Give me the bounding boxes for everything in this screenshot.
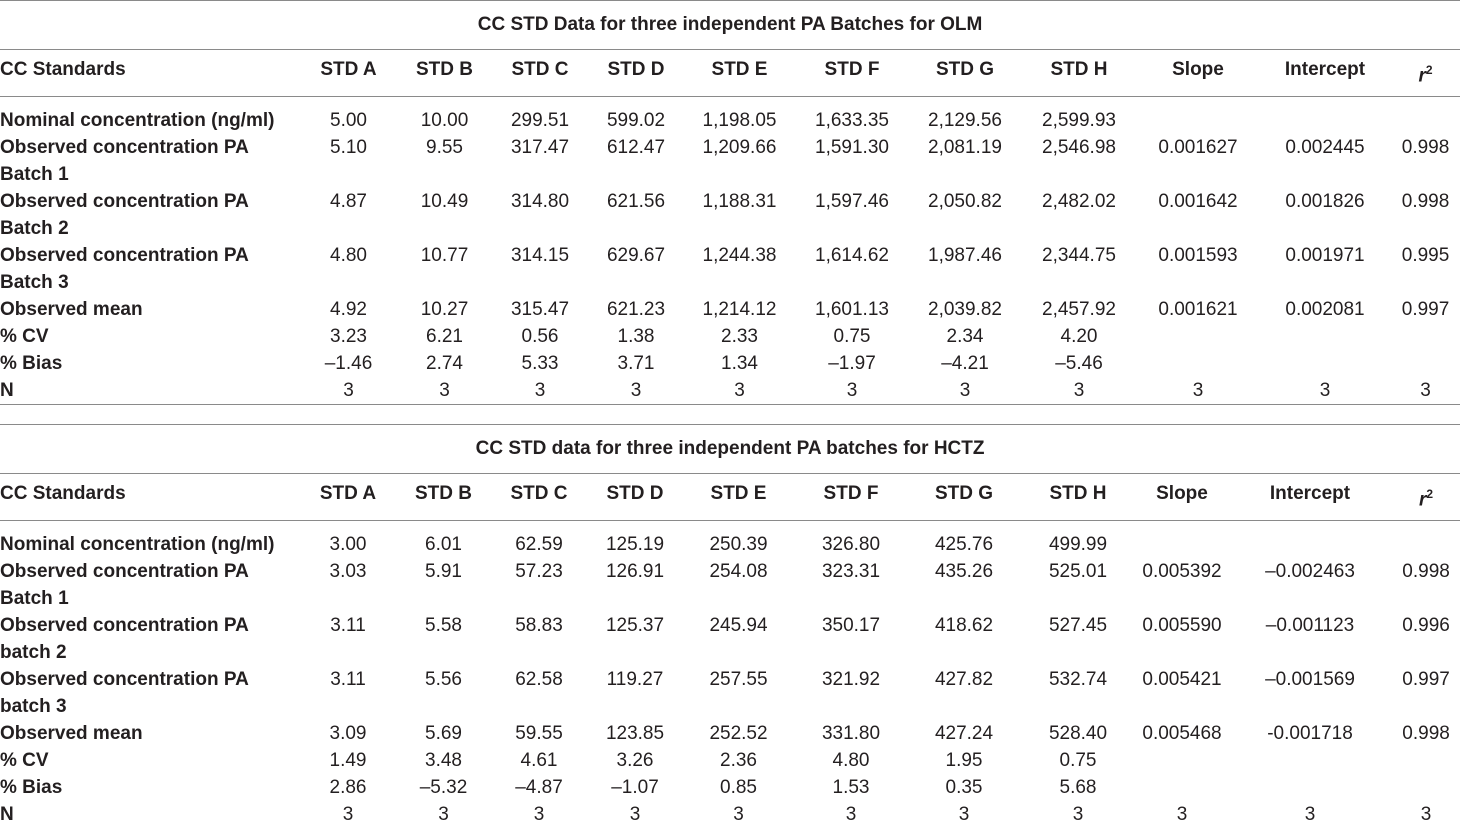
- table-cell: 126.91: [605, 561, 665, 583]
- table-cell: 0.75: [833, 326, 871, 348]
- table-cell: 257.55: [709, 669, 768, 691]
- table-cell: 0.998: [1401, 191, 1450, 213]
- row-label: Nominal concentration (ng/ml): [0, 110, 275, 132]
- table-row: [0, 558, 1460, 612]
- table-cell: –5.32: [419, 777, 468, 799]
- row-label: % CV: [0, 750, 49, 772]
- table-cell: 3: [1176, 804, 1188, 826]
- column-header: STD F: [795, 50, 909, 97]
- table-cell: –4.87: [515, 777, 563, 799]
- row-label: Observed concentration PA batch 2: [0, 615, 249, 664]
- table-cell: 119.27: [606, 669, 664, 691]
- table-cell: 0.996: [1402, 615, 1450, 637]
- table-title: CC STD data for three independent PA batches for HCTZ: [0, 425, 1460, 474]
- table-cell: 612.47: [606, 137, 666, 159]
- table-cell: 250.39: [709, 534, 768, 556]
- table-cell: 0.75: [1059, 750, 1097, 772]
- table-cell: –0.001123: [1265, 615, 1355, 637]
- table-cell: 1,987.46: [928, 245, 1002, 267]
- table-cell: 315.47: [510, 299, 570, 321]
- table-cell: 621.23: [606, 299, 666, 321]
- table-cell: 3.11: [330, 669, 366, 691]
- table-cell: 525.01: [1048, 561, 1108, 583]
- column-header: Intercept: [1228, 474, 1392, 521]
- table-cell: 4.87: [330, 191, 367, 213]
- table-cell: 125.37: [605, 615, 665, 637]
- table-row: [0, 97, 1460, 135]
- table-cell: [1228, 521, 1392, 559]
- table-cell: -0.001718: [1267, 723, 1353, 745]
- table-cell: 2,546.98: [1042, 137, 1116, 159]
- table-cell: 3: [300, 377, 397, 405]
- table-cell: 3: [438, 804, 449, 826]
- table-cell: –0.001569: [1265, 669, 1355, 691]
- table-cell: 314.80: [510, 191, 570, 213]
- table-cell: 3: [1259, 377, 1391, 405]
- table-cell: 350.17: [821, 615, 881, 637]
- table-cell: 2,599.93: [1042, 110, 1116, 132]
- table-cell: 59.55: [515, 723, 563, 745]
- table-cell: 1,597.46: [815, 191, 889, 213]
- table-cell: 254.08: [709, 561, 768, 583]
- table-cell: 4.80: [832, 750, 870, 772]
- table-row: [0, 323, 1460, 350]
- table-cell: 3: [958, 804, 970, 826]
- table-cell: 3.11: [330, 615, 366, 637]
- table-row: [0, 720, 1460, 747]
- table-cell: 599.02: [606, 110, 666, 132]
- column-header: STD A: [300, 50, 397, 97]
- table-cell: 0.995: [1401, 245, 1450, 267]
- column-header: STD H: [1021, 50, 1137, 97]
- table-cell: 435.26: [934, 561, 994, 583]
- table-cell: 0.001621: [1158, 299, 1238, 321]
- table-cell: 5.56: [425, 669, 462, 691]
- table-cell: [1137, 97, 1259, 135]
- table-cell: 4.20: [1060, 326, 1098, 348]
- table-cell: 4.80: [330, 245, 367, 267]
- row-label: % Bias: [0, 353, 63, 375]
- table-cell: 0.997: [1402, 669, 1450, 691]
- table-cell: 2.74: [426, 353, 463, 375]
- column-header: STD D: [588, 50, 684, 97]
- hctz-cc-std-table: [0, 424, 1460, 828]
- table-cell: 1,633.35: [815, 110, 889, 132]
- table-cell: 1.38: [617, 326, 655, 348]
- column-header: Slope: [1136, 474, 1228, 521]
- table-row: [0, 242, 1460, 296]
- table-cell: 528.40: [1048, 723, 1108, 745]
- table-cell: 0.998: [1402, 561, 1450, 583]
- table-row: [0, 774, 1460, 801]
- table-cell: 3: [845, 804, 857, 826]
- table-cell: 3: [795, 377, 909, 405]
- column-header: STD A: [300, 474, 396, 521]
- header-row: [0, 474, 1460, 521]
- table-cell: 2.36: [720, 750, 757, 772]
- table-cell: 57.23: [515, 561, 563, 583]
- row-label: % CV: [0, 326, 49, 348]
- table-cell: 3: [342, 804, 354, 826]
- column-header: STD C: [491, 474, 587, 521]
- table-cell: [1392, 521, 1460, 559]
- table-cell: 427.24: [934, 723, 994, 745]
- table-cell: 0.001627: [1158, 137, 1238, 159]
- table-cell: 1,601.13: [815, 299, 889, 321]
- table-cell: 0.005468: [1142, 723, 1222, 745]
- table-cell: 3.48: [425, 750, 462, 772]
- table-cell: 326.80: [821, 534, 881, 556]
- table-cell: 0.005421: [1142, 669, 1222, 691]
- table-cell: 0.85: [720, 777, 757, 799]
- table-cell: 2,344.75: [1042, 245, 1116, 267]
- column-header: CC Standards: [0, 50, 300, 97]
- table-cell: [1137, 323, 1259, 350]
- table-cell: 621.56: [606, 191, 666, 213]
- row-label: Observed concentration PA batch 3: [0, 669, 249, 718]
- table-cell: 1,614.62: [815, 245, 889, 267]
- table-cell: 1.53: [832, 777, 870, 799]
- table-cell: 0.005590: [1142, 615, 1222, 637]
- table-row: [0, 747, 1460, 774]
- table-cell: 9.55: [426, 137, 463, 159]
- table-cell: [1259, 350, 1391, 377]
- table-cell: 0.005392: [1142, 561, 1222, 583]
- table-cell: 0.001826: [1285, 191, 1365, 213]
- table-cell: [1228, 774, 1392, 801]
- column-header-r-squared: $r^2$: [1392, 474, 1460, 521]
- table-cell: 2,050.82: [928, 191, 1002, 213]
- table-cell: –5.46: [1055, 353, 1103, 375]
- table-cell: 1,214.12: [702, 299, 777, 321]
- olm-cc-std-table: [0, 0, 1460, 405]
- row-label: N: [0, 804, 14, 826]
- table-cell: [1136, 774, 1228, 801]
- table-cell: 2.86: [329, 777, 367, 799]
- table-cell: 427.82: [934, 669, 994, 691]
- table-cell: 2,081.19: [928, 137, 1002, 159]
- table-cell: 2.33: [721, 326, 758, 348]
- table-cell: [1392, 747, 1460, 774]
- table-row: [0, 134, 1460, 188]
- table-cell: 2,129.56: [928, 110, 1002, 132]
- table-cell: 321.92: [821, 669, 881, 691]
- column-header: Slope: [1137, 50, 1259, 97]
- table-cell: 3: [1420, 804, 1432, 826]
- table-row: [0, 521, 1460, 559]
- table-cell: 3: [492, 377, 588, 405]
- table-cell: 0.998: [1402, 723, 1450, 745]
- table-cell: 2,482.02: [1042, 191, 1116, 213]
- column-header: STD B: [396, 474, 491, 521]
- table-cell: –4.21: [941, 353, 989, 375]
- table-cell: [1137, 350, 1259, 377]
- table-cell: 125.19: [605, 534, 665, 556]
- table-cell: 3: [588, 377, 684, 405]
- column-header: STD D: [587, 474, 683, 521]
- table-cell: [1228, 747, 1392, 774]
- table-cell: 5.69: [425, 723, 462, 745]
- row-label: N: [0, 377, 300, 405]
- table-cell: 4.61: [520, 750, 558, 772]
- table-row: [0, 666, 1460, 720]
- table-cell: 1,209.66: [702, 137, 777, 159]
- table-cell: 3: [684, 377, 795, 405]
- table-cell: 3: [909, 377, 1021, 405]
- table-cell: 5.00: [330, 110, 367, 132]
- table-cell: 1,188.31: [702, 191, 777, 213]
- column-header: STD E: [683, 474, 794, 521]
- table-cell: 3: [733, 804, 744, 826]
- table-cell: 10.00: [420, 110, 469, 132]
- table-cell: [1391, 323, 1460, 350]
- table-cell: 5.91: [425, 561, 462, 583]
- row-label: Observed mean: [0, 723, 143, 745]
- table-cell: 1,591.30: [815, 137, 889, 159]
- table-cell: 10.27: [420, 299, 469, 321]
- table-cell: 0.997: [1401, 299, 1450, 321]
- table-cell: 123.85: [605, 723, 665, 745]
- table-cell: 5.68: [1059, 777, 1097, 799]
- table-cell: 418.62: [934, 615, 994, 637]
- table-cell: 252.52: [709, 723, 768, 745]
- table-cell: 3: [629, 804, 641, 826]
- table-cell: [1391, 350, 1460, 377]
- table-cell: 2.34: [946, 326, 984, 348]
- table-cell: 3.00: [329, 534, 367, 556]
- table-cell: 0.002445: [1285, 137, 1365, 159]
- table-cell: 6.01: [425, 534, 462, 556]
- column-header-r-squared: $r^2$: [1391, 50, 1460, 97]
- table-cell: 1,244.38: [702, 245, 777, 267]
- table-title: CC STD Data for three independent PA Batches for OLM: [0, 1, 1460, 50]
- table-body: [0, 521, 1460, 828]
- table-cell: 58.83: [515, 615, 563, 637]
- table-cell: 0.998: [1401, 137, 1450, 159]
- table-cell: 6.21: [426, 326, 463, 348]
- table-cell: 62.59: [515, 534, 563, 556]
- column-header: STD F: [794, 474, 908, 521]
- row-label: Observed concentration PA Batch 2: [0, 191, 249, 240]
- table-cell: 3.03: [329, 561, 367, 583]
- table-cell: [1259, 323, 1391, 350]
- table-cell: –1.97: [828, 353, 876, 375]
- table-cell: 3: [1021, 377, 1137, 405]
- column-header: STD H: [1020, 474, 1136, 521]
- row-label: Observed concentration PA Batch 1: [0, 137, 249, 186]
- table-cell: 3.26: [616, 750, 654, 772]
- table-cell: [1259, 97, 1391, 135]
- table-cell: 62.58: [515, 669, 563, 691]
- table-cell: 1.34: [721, 353, 758, 375]
- table-cell: 3: [1072, 804, 1084, 826]
- table-cell: 0.002081: [1285, 299, 1365, 321]
- table-cell: 425.76: [934, 534, 994, 556]
- table-cell: 323.31: [821, 561, 881, 583]
- row-label: % Bias: [0, 777, 63, 799]
- table-cell: 527.45: [1048, 615, 1108, 637]
- table-body: [0, 97, 1460, 405]
- table-cell: 299.51: [510, 110, 570, 132]
- table-cell: 5.58: [425, 615, 462, 637]
- table-cell: 5.10: [330, 137, 367, 159]
- table-cell: 0.35: [945, 777, 983, 799]
- table-cell: 0.001971: [1285, 245, 1365, 267]
- table-cell: 3.09: [329, 723, 367, 745]
- table-row: [0, 188, 1460, 242]
- table-cell: 499.99: [1048, 534, 1108, 556]
- column-header: STD G: [909, 50, 1021, 97]
- column-header: STD E: [684, 50, 795, 97]
- table-cell: 3: [1304, 804, 1316, 826]
- header-row: [0, 50, 1460, 97]
- table-cell: 317.47: [510, 137, 570, 159]
- table-cell: 3.71: [617, 353, 655, 375]
- table-cell: 10.77: [420, 245, 469, 267]
- row-label: Observed mean: [0, 299, 143, 321]
- table-cell: 5.33: [521, 353, 559, 375]
- table-cell: [1392, 774, 1460, 801]
- column-header: Intercept: [1259, 50, 1391, 97]
- table-cell: –1.46: [324, 353, 373, 375]
- row-label: Observed concentration PA Batch 3: [0, 245, 249, 294]
- table-row: [0, 296, 1460, 323]
- column-header: STD G: [908, 474, 1020, 521]
- table-row: [0, 350, 1460, 377]
- table-cell: 4.92: [330, 299, 367, 321]
- table-cell: 1,198.05: [702, 110, 777, 132]
- table-cell: 3: [1391, 377, 1460, 405]
- table-cell: 532.74: [1048, 669, 1108, 691]
- table-cell: 3: [397, 377, 492, 405]
- table-cell: 1.95: [945, 750, 983, 772]
- table-cell: 314.15: [510, 245, 570, 267]
- table-cell: 2,039.82: [928, 299, 1002, 321]
- column-header: STD C: [492, 50, 588, 97]
- table-cell: –0.002463: [1265, 561, 1355, 583]
- table-cell: 10.49: [420, 191, 469, 213]
- table-cell: 331.80: [821, 723, 881, 745]
- table-cell: 629.67: [606, 245, 666, 267]
- table-cell: –1.07: [611, 777, 659, 799]
- table-cell: 1.49: [329, 750, 367, 772]
- column-header: STD B: [397, 50, 492, 97]
- table-cell: 3: [1137, 377, 1259, 405]
- table-cell: 3.23: [330, 326, 367, 348]
- table-cell: [1391, 97, 1460, 135]
- table-cell: 245.94: [709, 615, 768, 637]
- table-cell: 0.56: [521, 326, 559, 348]
- table-cell: [1136, 521, 1228, 559]
- table-cell: 0.001593: [1158, 245, 1238, 267]
- row-label: Observed concentration PA Batch 1: [0, 561, 249, 610]
- table-row: [0, 377, 1460, 405]
- column-header: CC Standards: [0, 474, 300, 521]
- table-cell: [1136, 747, 1228, 774]
- table-cell: 2,457.92: [1042, 299, 1116, 321]
- table-row: [0, 612, 1460, 666]
- table-cell: 3: [533, 804, 545, 826]
- table-cell: 0.001642: [1158, 191, 1238, 213]
- row-label: Nominal concentration (ng/ml): [0, 534, 275, 556]
